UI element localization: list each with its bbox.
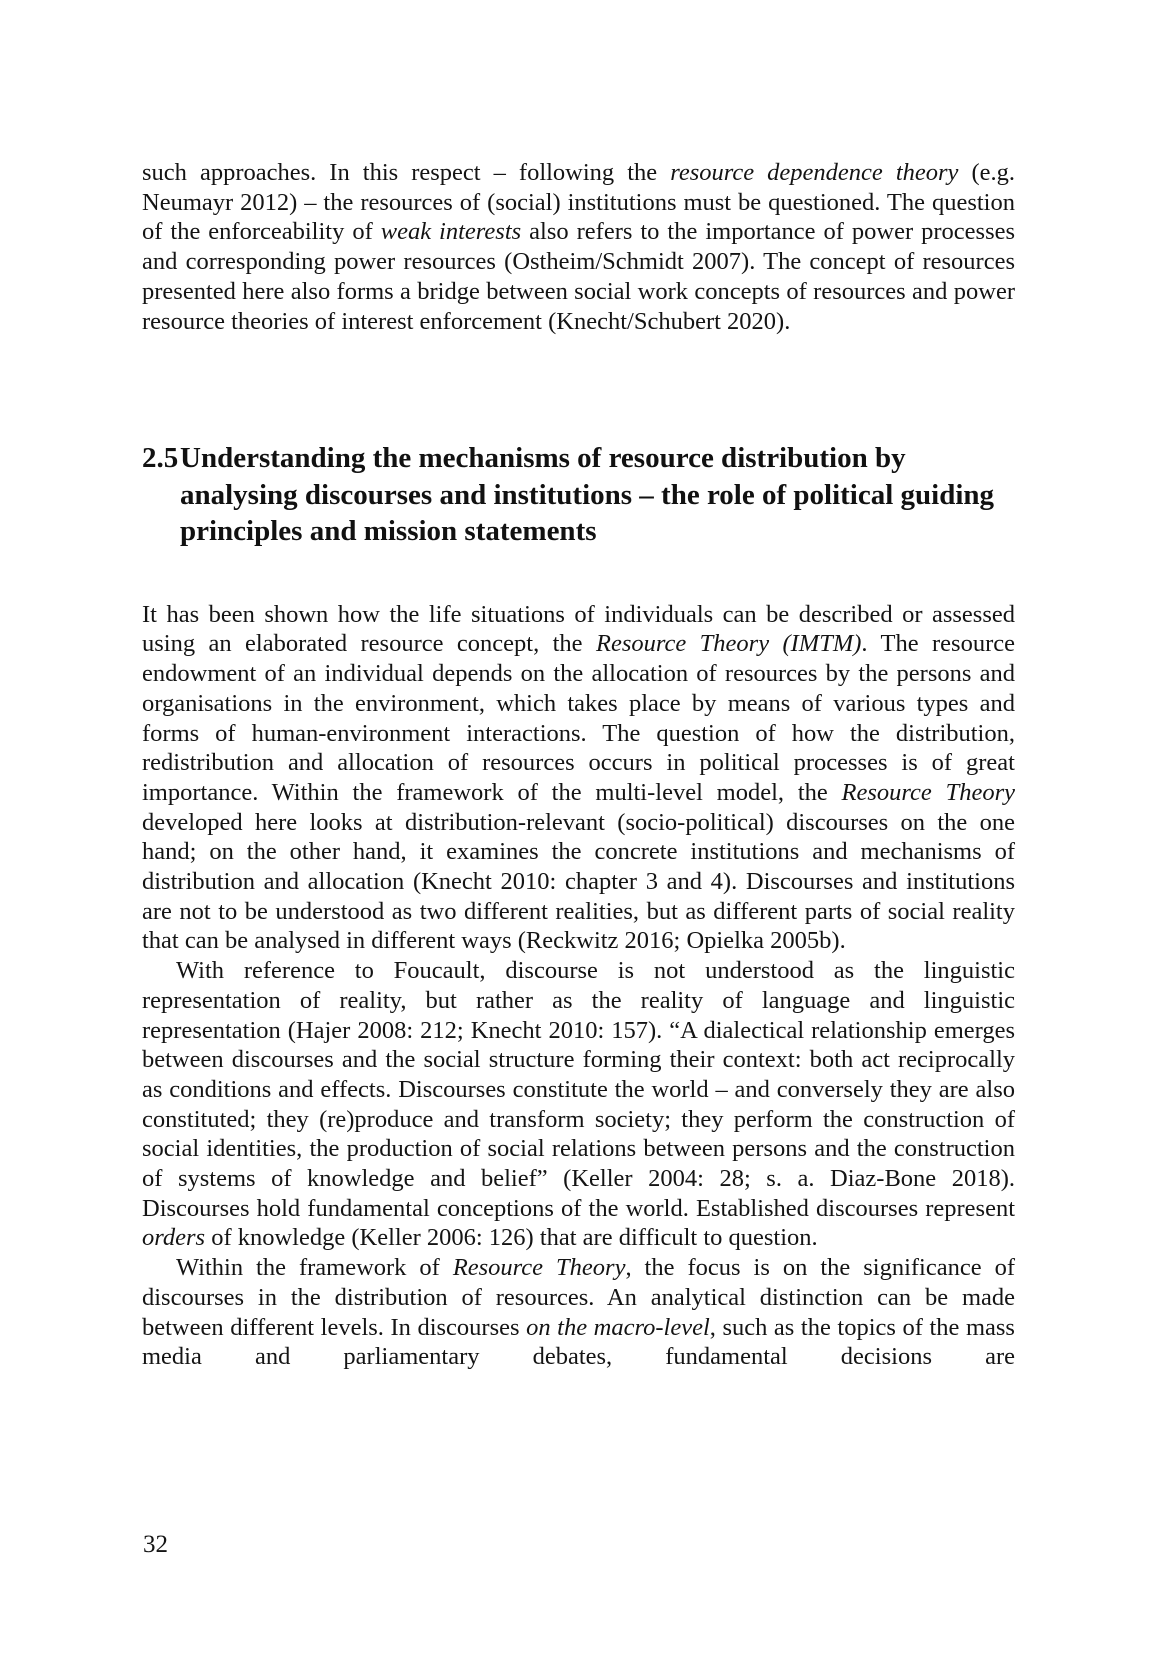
section-heading [142,440,1015,550]
section-title: Understanding the mechanisms of resource distribution by analysing discourses and institutions – the role of political guiding principles and mission statements [180,442,995,548]
section-number: 2.5 [142,442,179,475]
body-paragraph-resource-theory: It has been shown how the life situations of individuals can be described or assessed using an elaborated resource concept, the Resource Theory (IMTM). The resource endowment of an individual depends on the allocation of resources by the persons and organisations in the environment, which takes place by means of various types and forms of human-environment interactions. The question of how the distribution, redistribution and allocation of resources occurs in political processes is of great importance. Within the framework of the multi-level model, the Resource Theory developed here looks at distribution-relevant (socio-political) discourses on the one hand; on the other hand, it examines the concrete institutions and mechanisms of distribution and allocation (Knecht 2010: chapter 3 and 4). Discourses and institutions are not to be understood as two different realities, but as different parts of social reality that can be analysed in different ways (Reckwitz 2016; Opielka 2005b). [142,600,1015,955]
page-number: 32 [143,1531,168,1558]
continuation-paragraph: such approaches. In this respect – following the resource dependence theory (e.g. Neumayr 2012) – the resources of (social) institutions must be questioned. The question of the enforceability of weak interests also refers to the importance of power processes and corresponding power resources (Ostheim/Schmidt 2007). The concept of resources presented here also forms a bridge between social work concepts of resources and power resource theories of interest enforcement (Knecht/Schubert 2020). [142,159,1016,335]
body-paragraph-foucault: With reference to Foucault, discourse is not understood as the linguistic representation of reality, but rather as the reality of language and linguistic representation (Hajer 2008: 212; Knecht 2010: 157). “A dialectical relationship emerges between discourses and the social structure forming their context: both act reciprocally as conditions and effects. Discourses constitute the world – and conversely they are also constituted; they (re)produce and transform society; they perform the construction of social identities, the production of social relations between persons and the construction of systems of knowledge and belief” (Keller 2004: 28; s. a. Diaz-Bone 2018). Discourses hold fundamental conceptions of the world. Established discourses represent orders of knowledge (Keller 2006: 126) that are difficult to question. [142,957,1015,1252]
body-paragraph-macro-level: Within the framework of Resource Theory, the focus is on the significance of discourses in the distribution of resources. An analytical distinction can be made between different levels. In discourses on the macro-level, such as the topics of the mass media and parliamentary debates, fundamental decisions are [142,1254,1015,1371]
text-block [142,0,1015,1372]
